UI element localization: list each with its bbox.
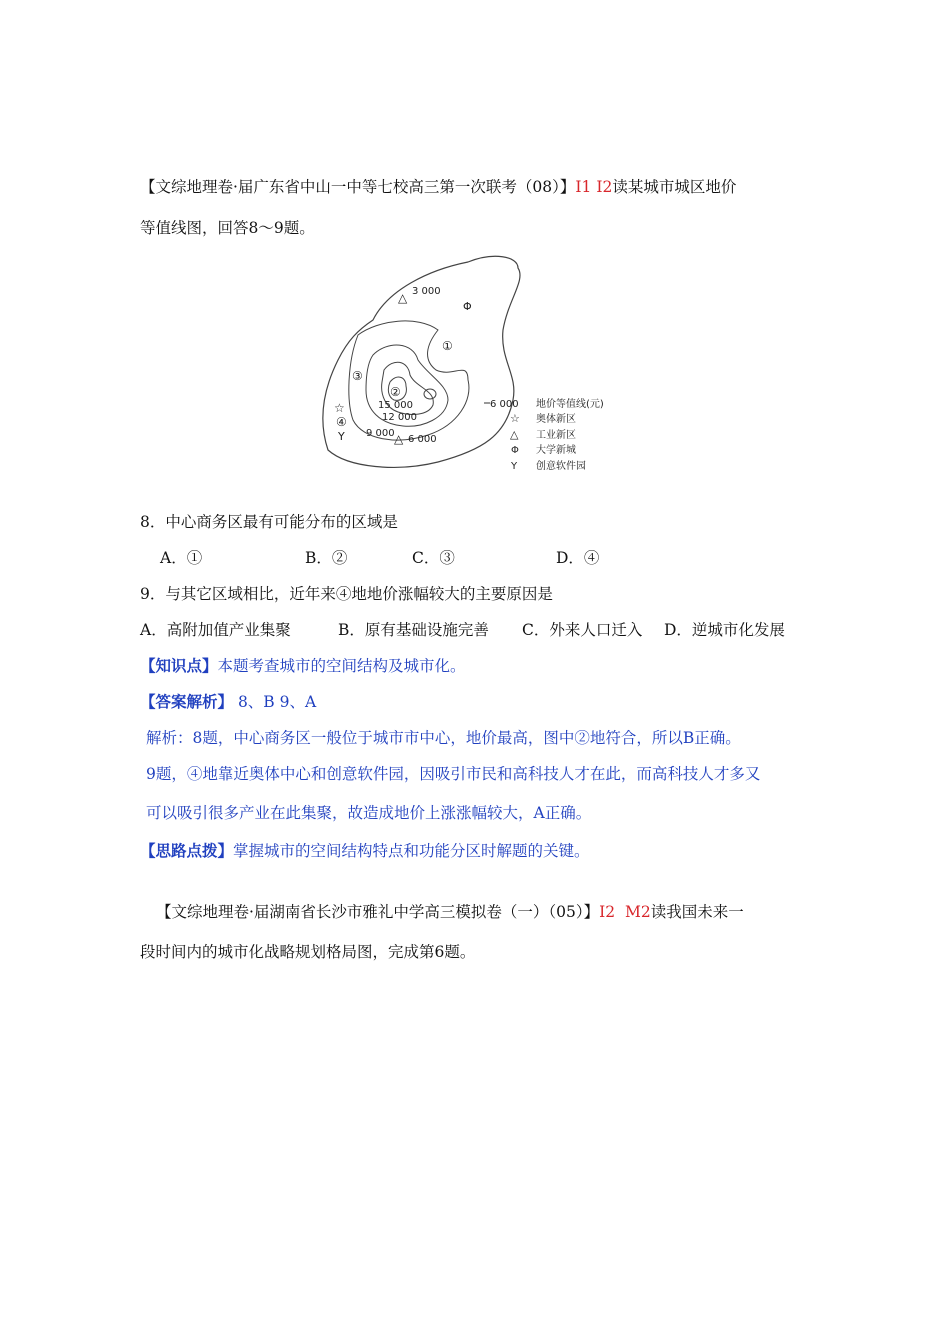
legend-olympic-text: 奥体新区 — [536, 414, 576, 425]
region-label-2: ② — [390, 385, 401, 399]
q1-intro-line2: 等值线图，回答8～9题。 — [140, 219, 315, 237]
industrial-zone-icon-south: △ — [394, 432, 404, 446]
answer-line — [140, 692, 316, 712]
q2-header-line — [156, 902, 744, 922]
knowledge-label: 【知识点】 — [140, 656, 218, 675]
region-label-4: ④ — [336, 415, 347, 429]
q2-tag-2: M2 — [625, 903, 651, 921]
question-8-stem: 8．中心商务区最有可能分布的区域是 — [140, 513, 398, 531]
q8-option-c: C．③ — [412, 549, 455, 567]
contour-label-6000-legend: 6 000 — [490, 399, 519, 410]
hint-line — [140, 841, 590, 861]
q9-option-d: D．逆城市化发展 — [664, 621, 785, 639]
q2-tag-1: I2 — [599, 903, 616, 921]
university-town-icon: Φ — [463, 300, 472, 313]
q9-option-a: A．高附加值产业集聚 — [140, 621, 291, 639]
q1-header-line — [140, 177, 736, 197]
hint-label: 【思路点拨】 — [140, 841, 234, 860]
q8-option-b: B．② — [305, 549, 348, 567]
q9-option-c: C．外来人口迁入 — [522, 621, 643, 639]
contour-label-9000: 9 000 — [366, 428, 395, 439]
answer-label: 【答案解析】 — [140, 692, 234, 711]
legend-contour-text: 地价等值线(元) — [536, 399, 604, 410]
q2-intro: 读我国未来一 — [650, 903, 744, 921]
region-label-3: ③ — [352, 369, 363, 383]
question-9-stem: 9．与其它区域相比，近年来④地地价涨幅较大的主要原因是 — [140, 585, 553, 603]
region-label-1: ① — [442, 339, 453, 353]
olympic-zone-icon: ☆ — [334, 401, 345, 415]
creative-park-icon: Y — [338, 430, 345, 443]
knowledge-point — [140, 656, 466, 676]
legend-creative-icon: Y — [511, 461, 518, 472]
q2-intro-line2: 段时间内的城市化战略规划格局图，完成第6题。 — [140, 943, 476, 961]
explain-line-1: 解析：8题，中心商务区一般位于城市市中心，地价最高，图中②地符合，所以B正确。 — [146, 729, 741, 747]
legend-industrial-text: 工业新区 — [536, 430, 576, 441]
legend-olympic-icon: ☆ — [510, 412, 520, 425]
land-price-contour-map — [318, 250, 648, 476]
hint-text: 掌握城市的空间结构特点和功能分区时解题的关键。 — [233, 842, 590, 860]
q1-tag-1: I1 — [575, 178, 592, 196]
legend-university-text: 大学新城 — [536, 445, 576, 456]
legend-creative-text: 创意软件园 — [536, 461, 586, 472]
answer-text: 8、B 9、A — [233, 693, 317, 711]
q9-option-b: B．原有基础设施完善 — [338, 621, 489, 639]
contour-label-6000: 6 000 — [408, 434, 437, 445]
knowledge-text: 本题考查城市的空间结构及城市化。 — [217, 657, 466, 675]
q8-option-d: D．④ — [556, 549, 600, 567]
explain-line-2: 9题，④地靠近奥体中心和创意软件园，因吸引市民和高科技人才在此，而高科技人才多又 — [146, 765, 761, 783]
q1-source: 【文综地理卷·届广东省中山一中等七校高三第一次联考（08）】 — [140, 178, 576, 196]
contour-label-3000: 3 000 — [412, 286, 441, 297]
contour-label-12000: 12 000 — [382, 412, 417, 423]
q8-option-a: A．① — [160, 549, 203, 567]
q1-intro: 读某城市城区地价 — [612, 178, 737, 196]
industrial-zone-icon: △ — [398, 291, 408, 305]
legend-industrial-icon: △ — [510, 428, 519, 441]
legend-university-icon: Φ — [511, 445, 519, 456]
contour-label-15000: 15 000 — [378, 400, 413, 411]
q2-source: 【文综地理卷·届湖南省长沙市雅礼中学高三模拟卷（一）（05）】 — [156, 903, 600, 921]
explain-line-3: 可以吸引很多产业在此集聚，故造成地价上涨涨幅较大，A正确。 — [146, 804, 592, 822]
q1-tag-2: I2 — [596, 178, 613, 196]
